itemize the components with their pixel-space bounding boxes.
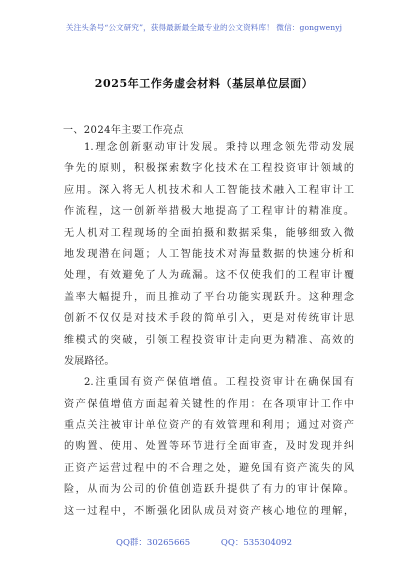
contact-footer xyxy=(0,536,408,548)
paragraph-2-line: 资产保值增值方面起着关键性的作用：在各项审计工作中 xyxy=(64,398,354,410)
paragraph-1-line: 地发现潜在问题；人工智能技术对海量数据的快速分析和 xyxy=(64,248,354,260)
paragraph-2-line: 2.注重国有资产保值增值。工程投资审计在确保国有 xyxy=(84,377,354,389)
promo-banner: 关注头条号“公文研究”，获得最新最全最专业的公文资料库！ 微信：gongwenyj xyxy=(65,23,343,32)
paragraph-2-line: 险，从而为公司的价值创造跃升提供了有力的审计保障。 xyxy=(64,484,354,496)
paragraph-1-line: 发展路径。 xyxy=(64,355,115,367)
section-heading: 一、2024年主要工作亮点 xyxy=(63,125,184,136)
paragraph-1-line: 争先的原则，积极探索数字化技术在工程投资审计领域的 xyxy=(64,163,354,175)
paragraph-2-line: 重点关注被审计单位资产的有效管理和利用；通过对资产 xyxy=(64,420,354,432)
paragraph-1-line: 作流程，这一创新举措极大地提高了工程审计的精准度。 xyxy=(64,206,354,218)
paragraph-1-line: 1.理念创新驱动审计发展。秉持以理念领先带动发展 xyxy=(84,142,354,153)
document-body xyxy=(64,137,354,522)
document-title: 2025年工作务虚会材料（基层单位层面） xyxy=(94,77,314,90)
paragraph-1-line: 应用。深入将无人机技术和人工智能技术融入工程审计工 xyxy=(64,184,354,196)
paragraph-2-line: 这一过程中，不断强化团队成员对资产核心地位的理解， xyxy=(64,505,354,517)
paragraph-1-line: 维模式的突破，引领工程投资审计走向更为精准、高效的 xyxy=(64,334,354,346)
paragraph-1-line: 创新不仅仅是对技术手段的简单引入，更是对传统审计思 xyxy=(64,313,354,325)
paragraph-1-line: 无人机对工程现场的全面拍摄和数据采集，能够细致入微 xyxy=(64,227,354,239)
paragraph-1-line: 处理，有效避免了人为疏漏。这不仅使我们的工程审计覆 xyxy=(64,270,354,282)
paragraph-2-line: 正资产运营过程中的不合理之处，避免国有资产流失的风 xyxy=(64,462,354,474)
qq-group-number: QQ群：30265665 xyxy=(115,538,191,548)
qq-number: QQ：535304092 xyxy=(220,538,292,548)
paragraph-2-line: 的购置、使用、处置等环节进行全面审查，及时发现并纠 xyxy=(64,441,354,453)
paragraph-1-line: 盖率大幅提升，而且推动了平台功能实现跃升。这种理念 xyxy=(64,291,354,303)
